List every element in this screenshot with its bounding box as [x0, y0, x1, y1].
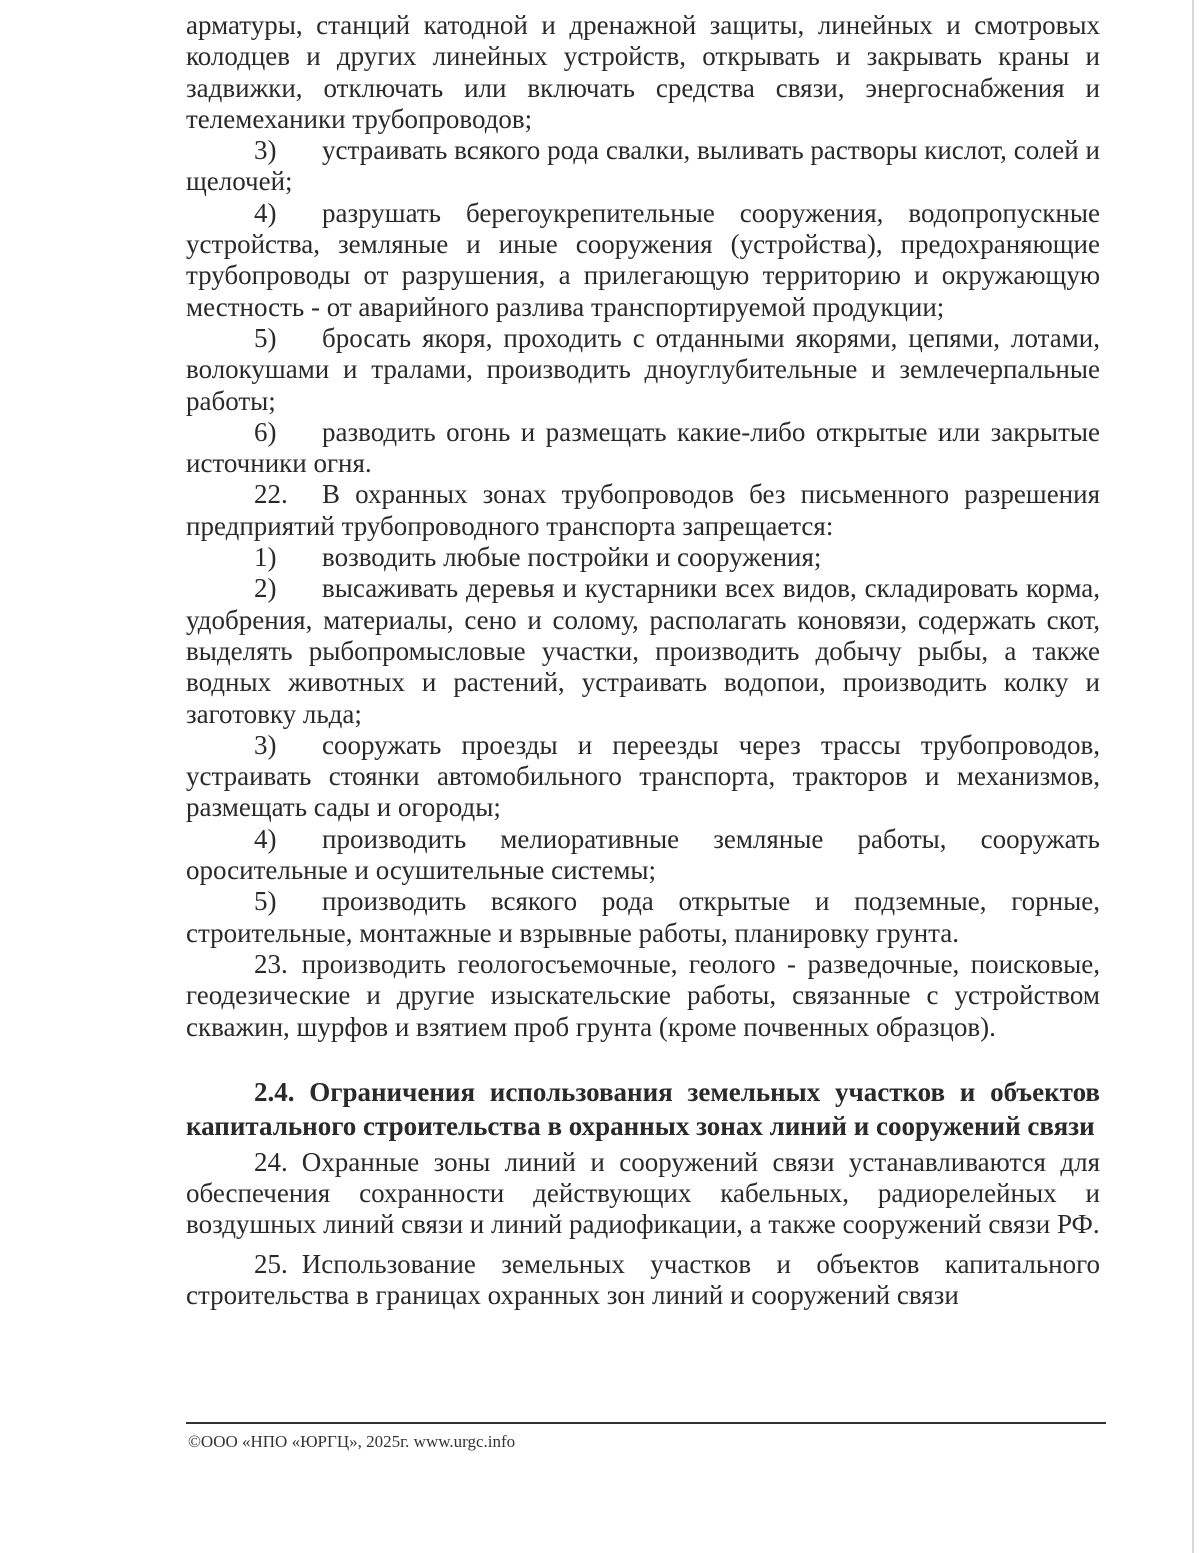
paragraph-23: [186, 949, 1100, 1043]
list-item-number: 3): [254, 729, 277, 760]
list-item-number: 4): [254, 823, 277, 854]
list-item: [186, 417, 1100, 480]
list-item-text: высаживать деревья и кустарники всех видов, складировать корма, удобрения, материалы, сено и солому, располагать коновязи, содержать скот, выделять рыбопромысловые участки, производить добычу рыбы, а также водных животных и растений, устраивать водопои, производить колку и заготовку льда;: [186, 573, 1100, 729]
list-item-text: возводить любые постройки и сооружения;: [322, 542, 822, 573]
paragraph-text: Охранные зоны линий и сооружений связи устанавливаются для обеспечения сохранности действующих кабельных, радиорелейных и воздушных линий связи и линий радиофикации, а также сооружений связи РФ.: [186, 1146, 1100, 1240]
list-item-number: 2): [254, 573, 277, 604]
paragraph-number: 22.: [254, 479, 288, 510]
list-item-number: 4): [254, 197, 277, 228]
list-item-text: бросать якоря, проходить с отданными якорями, цепями, лотами, волокушами и тралами, производить дноуглубительные и землечерпальные работы;: [186, 322, 1100, 416]
paragraph-gap: [186, 1241, 1100, 1249]
paragraph-number: 23.: [254, 948, 288, 979]
list-item-text: производить мелиоративные земляные работы, сооружать оросительные и осушительные системы;: [186, 823, 1100, 886]
footer-copyright: ©ООО «НПО «ЮРГЦ», 2025г. www.urgc.info: [188, 1432, 516, 1451]
list-item: [186, 730, 1100, 824]
list-item: [186, 573, 1100, 729]
paragraph-number: 25.: [254, 1248, 288, 1279]
list-item-number: 5): [254, 322, 277, 353]
document-body: [186, 10, 1100, 1311]
list-item-number: 6): [254, 416, 277, 447]
list-item: [186, 886, 1100, 949]
list-item-text: разводить огонь и размещать какие-либо открытые или закрытые источники огня.: [186, 416, 1100, 479]
paragraph-text: Использование земельных участков и объектов капитального строительства в границах охранных зон линий и сооружений связи: [186, 1248, 1100, 1310]
paragraph-25: [186, 1249, 1100, 1312]
paragraph-22: [186, 479, 1100, 542]
continuation-paragraph: арматуры, станций катодной и дренажной защиты, линейных и смотровых колодцев и других линейных устройств, открывать и закрывать краны и задвижки, отключать или включать средства связи, энергоснабжения и телемеханики трубопроводов;: [186, 10, 1100, 134]
paragraph-24: [186, 1147, 1100, 1241]
list-item: [186, 198, 1100, 323]
page-edge-line: [1192, 0, 1194, 1553]
section-heading: 2.4. Ограничения использования земельных участков и объектов капитального строительства в охранных зонах линий и сооружений связи: [186, 1076, 1100, 1141]
section-gap: [186, 1043, 1100, 1075]
footer-divider: [186, 1422, 1106, 1424]
list-item-text: сооружать проезды и переезды через трассы трубопроводов, устраивать стоянки автомобильного транспорта, тракторов и механизмов, размещать сады и огороды;: [186, 729, 1100, 823]
paragraph-number: 24.: [254, 1146, 288, 1177]
list-item-text: производить всякого рода открытые и подземные, горные, строительные, монтажные и взрывные работы, планировку грунта.: [186, 886, 1100, 948]
list-item-text: устраивать всякого рода свалки, выливать растворы кислот, солей и щелочей;: [186, 135, 1100, 197]
paragraph-text: В охранных зонах трубопроводов без письменного разрешения предприятий трубопроводного транспорта запрещается:: [186, 479, 1100, 541]
list-item: [186, 135, 1100, 198]
list-item-number: 5): [254, 886, 277, 917]
list-item-number: 3): [254, 135, 277, 166]
paragraph-text: производить геологосъемочные, геолого - разведочные, поисковые, геодезические и другие изыскательские работы, связанные с устройством скважин, шурфов и взятием проб грунта (кроме почвенных образцов).: [186, 948, 1100, 1042]
list-item: [186, 542, 1100, 573]
list-item: [186, 323, 1100, 417]
list-item: [186, 824, 1100, 887]
list-item-number: 1): [254, 542, 277, 573]
list-item-text: разрушать берегоукрепительные сооружения, водопропускные устройства, земляные и иные сооружения (устройства), предохраняющие трубопроводы от разрушения, а прилегающую территорию и окружающую местность - от аварийного разлива транспортируемой продукции;: [186, 197, 1100, 322]
